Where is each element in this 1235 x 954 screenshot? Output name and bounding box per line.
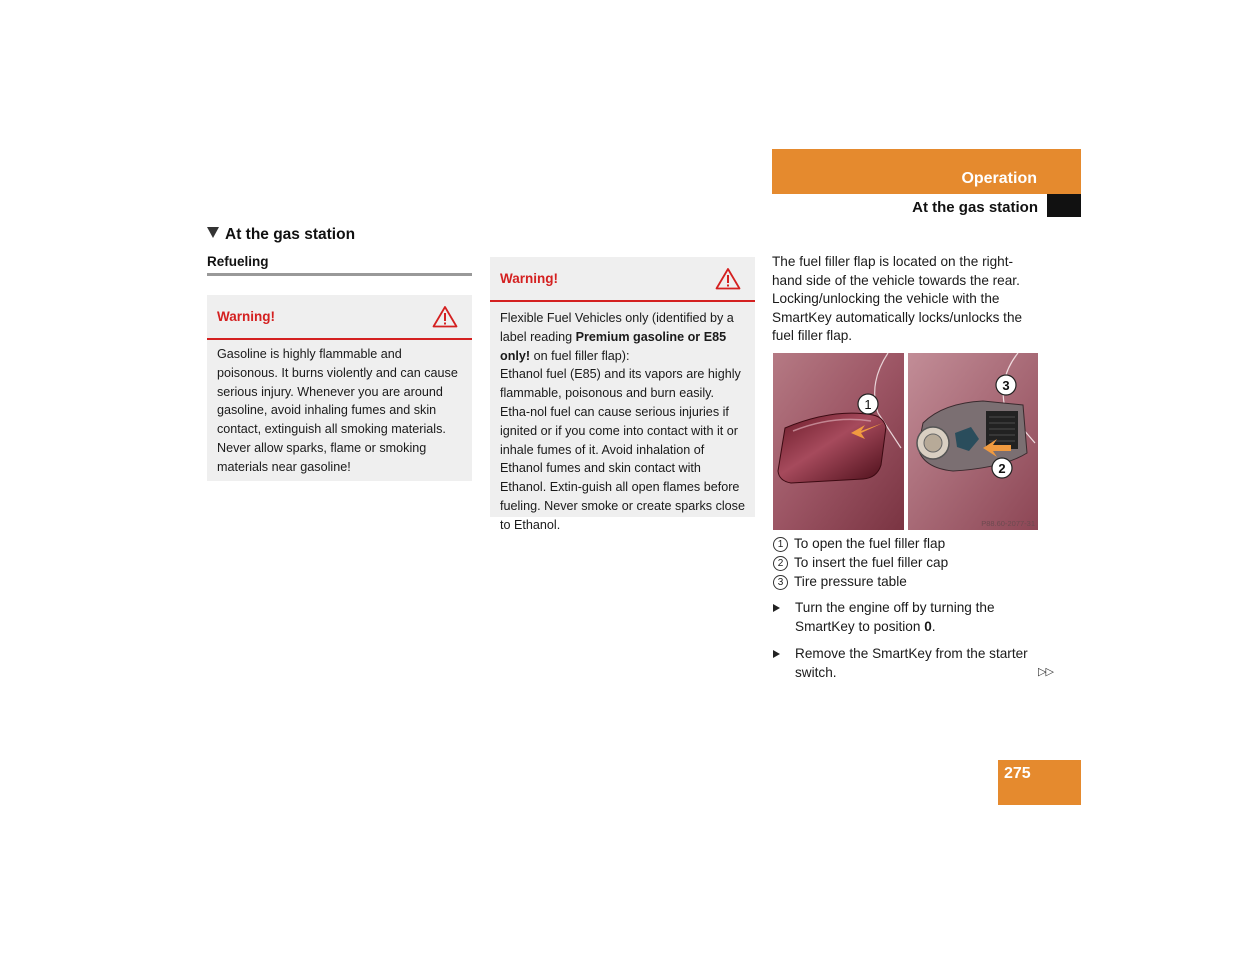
intro-paragraph: The fuel filler flap is located on the right-hand side of the vehicle towards the rear. Locking/unlocking the vehicle with the SmartKey automatically locks/unlocks the fuel filler flap.	[772, 254, 1023, 344]
warning-text: It burns violently and can cause serious injury. Whenever you are around gasoline, avoid inhaling fumes and skin contact, extinguish all smoking materials. Never allow sparks, flame or smoking materials near gasoline!	[217, 365, 458, 474]
legend-number: 3	[773, 575, 788, 590]
warning-text-lead: Gasoline is highly flammable and poisonous.	[217, 347, 402, 380]
warning-label: Warning!	[500, 271, 558, 286]
warning-triangle-icon	[715, 267, 741, 290]
legend-text: To open the fuel filler flap	[794, 536, 946, 551]
warning-text-bold: Premium gasoline or E85 only!	[500, 329, 727, 363]
warning-header	[207, 295, 472, 340]
page-number: 275	[1004, 765, 1031, 782]
instruction-step	[773, 645, 1043, 682]
figure-code: P88.60-2077-31	[981, 519, 1035, 528]
subsection-title: Refueling	[207, 254, 269, 269]
warning-text: Ethanol fuel (E85) and its vapors are highly flammable, poisonous and burn easily. Etha-nol fuel can cause serious injuries if ignited or if you come into contact with it or inhale fumes of it. Avoid inhalation of Ethanol fumes and skin contact with Ethanol. Extin-guish all open flames before fueling. Never smoke or create sparks close to Ethanol.	[500, 367, 745, 532]
step-text: Remove the SmartKey from the starter switch.	[795, 646, 1028, 680]
continue-arrows-icon: ▷▷	[1038, 666, 1053, 678]
warning-box-ethanol	[490, 257, 755, 532]
warning-text-pre: Flexible Fuel Vehicles only (identified by a label reading	[500, 311, 734, 344]
fuel-filler-figure	[773, 353, 1038, 530]
warning-triangle-icon	[432, 305, 458, 328]
legend-item	[773, 555, 948, 571]
section-header: At the gas station	[912, 199, 1038, 216]
bullet-arrow-icon	[773, 604, 780, 612]
thumb-index-marker	[1047, 194, 1081, 217]
bullet-arrow-icon	[773, 650, 780, 658]
section-title-text: At the gas station	[225, 226, 356, 243]
legend-text: Tire pressure table	[794, 574, 907, 589]
section-triangle-icon	[207, 227, 219, 238]
instruction-step	[773, 599, 1043, 636]
step-text: Turn the engine off by turning the SmartKey to position 0.	[795, 600, 995, 634]
page-number-tab	[998, 760, 1081, 805]
warning-text-post: on fuel filler flap):	[530, 348, 630, 363]
warning-box-gasoline	[207, 295, 472, 481]
legend-number: 1	[773, 537, 788, 552]
subsection-rule	[207, 273, 472, 276]
legend-text: To insert the fuel filler cap	[794, 555, 949, 570]
chapter-tab	[772, 149, 1081, 194]
chapter-title: Operation	[961, 170, 1037, 187]
warning-body	[490, 302, 755, 543]
legend-item	[773, 536, 945, 552]
legend-number: 2	[773, 556, 788, 571]
callout-1: 1	[864, 397, 872, 412]
fuel-filler-illustration	[773, 353, 1038, 530]
section-title	[207, 226, 355, 244]
warning-label: Warning!	[217, 309, 275, 324]
warning-header	[490, 257, 755, 302]
callout-3: 3	[1002, 378, 1010, 393]
warning-body	[207, 340, 472, 485]
legend-item	[773, 574, 907, 590]
callout-2: 2	[998, 461, 1006, 476]
